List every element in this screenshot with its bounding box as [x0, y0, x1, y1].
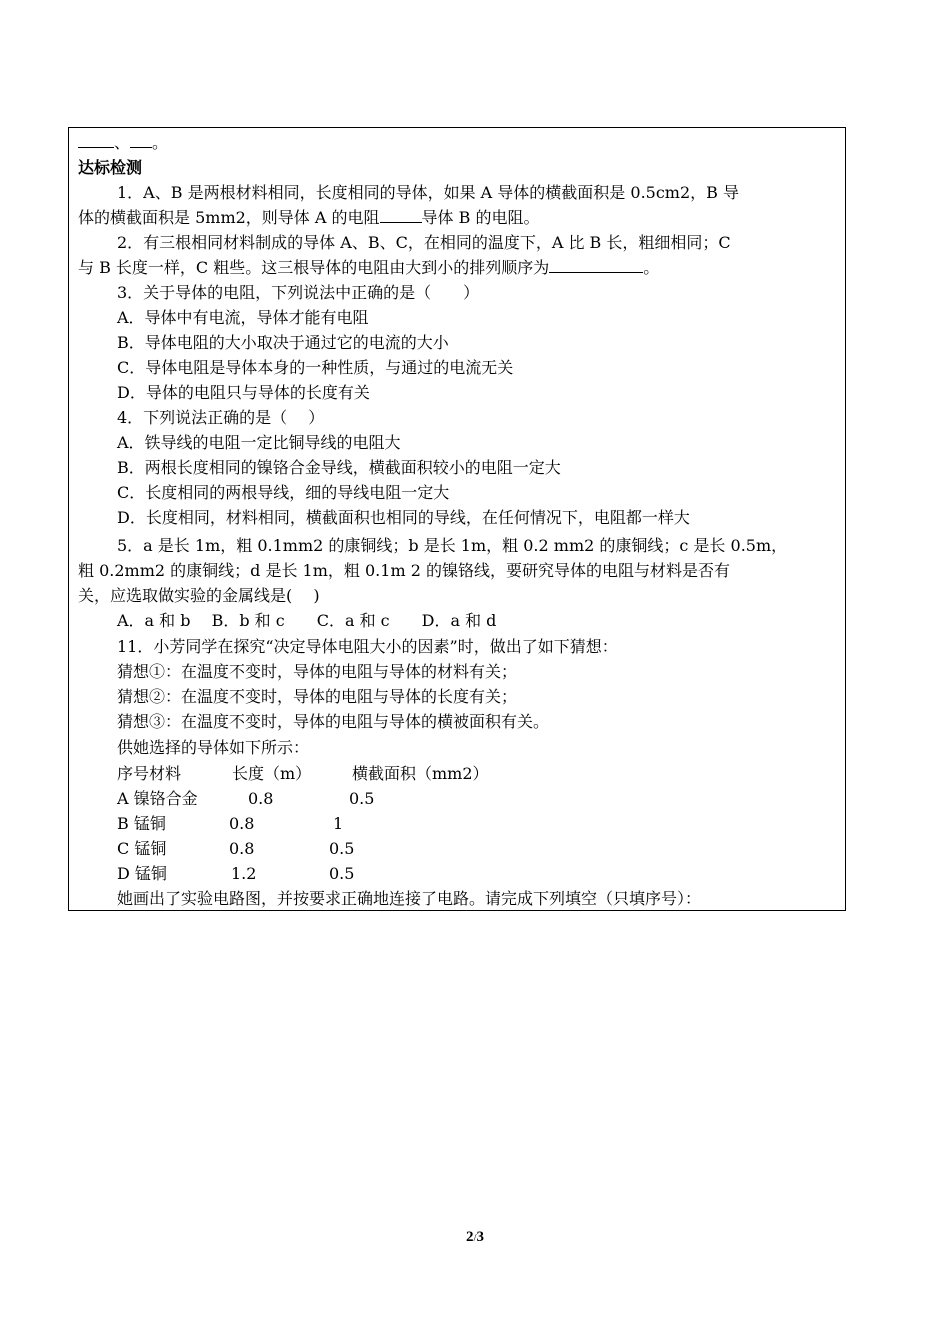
answer-blank[interactable] [549, 256, 643, 273]
page-separator: / [473, 1232, 477, 1244]
table-cell: D 锰铜 [117, 864, 167, 883]
q4-stem: 4．下列说法正确的是（ ） [117, 408, 325, 427]
table-cell: 0.8 [229, 814, 255, 833]
q1-line-1: 1．A、B 是两根材料相同，长度相同的导体，如果 A 导体的横截面积是 0.5cm2，B 导 [117, 183, 739, 202]
section-title: 达标检测 [78, 158, 143, 177]
q11-guess-2: 猜想②：在温度不变时，导体的电阻与导体的长度有关； [117, 687, 518, 706]
table-cell: C 锰铜 [117, 839, 167, 858]
table-cell: B 锰铜 [117, 814, 166, 833]
q2-text-end: 。 [643, 258, 660, 277]
q11-guess-3: 猜想③：在温度不变时，导体的电阻与导体的横被面积有关。 [117, 712, 550, 731]
q5-line-2: 粗 0.2mm2 的康铜线；d 是长 1m，粗 0.1m 2 的镍铬线，要研究导体的电阻与材料是否有 [78, 561, 730, 580]
q3-option-c: C．导体电阻是导体本身的一种性质，与通过的电流无关 [117, 358, 514, 377]
table-header-material: 序号材料 [117, 764, 182, 783]
q4-option-c: C．长度相同的两根导线，细的导线电阻一定大 [117, 483, 450, 502]
table-cell: 0.8 [229, 839, 255, 858]
q2-line-2 [78, 255, 842, 280]
period: 。 [152, 133, 169, 152]
q4-option-d: D．长度相同，材料相同，横截面积也相同的导线，在任何情况下，电阻都一样大 [117, 508, 690, 527]
table-cell: 1.2 [231, 864, 257, 883]
separator: 、 [114, 133, 131, 152]
q3-option-d: D．导体的电阻只与导体的长度有关 [117, 383, 370, 402]
q3-option-b: B．导体电阻的大小取决于通过它的电流的大小 [117, 333, 449, 352]
table-cell: 0.5 [329, 839, 355, 858]
q3-option-a: A．导体中有电流，导体才能有电阻 [117, 308, 369, 327]
continued-line [78, 130, 842, 155]
table-cell: 1 [333, 814, 344, 833]
q2-line-1: 2．有三根相同材料制成的导体 A、B、C，在相同的温度下，A 比 B 长，粗细相同；C [117, 233, 731, 252]
q5-line-3: 关，应选取做实验的金属线是( ) [78, 586, 320, 605]
q5-options: A．a 和 b B．b 和 c C．a 和 c D．a 和 d [117, 611, 497, 630]
table-cell: 0.5 [329, 864, 355, 883]
table-cell: 0.5 [349, 789, 375, 808]
q11-guess-1: 猜想①：在温度不变时，导体的电阻与导体的材料有关； [117, 662, 518, 681]
q11-closing: 她画出了实验电路图，并按要求正确地连接了电路。请完成下列填空（只填序号）： [117, 889, 702, 908]
answer-blank[interactable] [130, 131, 152, 148]
page-total: 3 [476, 1229, 485, 1245]
q3-stem: 3．关于导体的电阻，下列说法中正确的是（ ） [117, 283, 480, 302]
answer-blank[interactable] [78, 131, 114, 148]
table-header-length: 长度（m） [232, 764, 312, 783]
page-footer [0, 1229, 950, 1246]
table-cell: 0.8 [248, 789, 274, 808]
q5-line-1: 5．a 是长 1m，粗 0.1mm2 的康铜线；b 是长 1m，粗 0.2 mm2 的康铜线；c 是长 0.5m， [117, 536, 788, 555]
table-header-area: 横截面积（mm2） [352, 764, 489, 783]
q4-option-a: A．铁导线的电阻一定比铜导线的电阻大 [117, 433, 401, 452]
q1-text: 体的横截面积是 5mm2，则导体 A 的电阻 [78, 208, 380, 227]
page-number: 2 [465, 1229, 474, 1245]
q1-line-2 [78, 205, 842, 230]
q1-text-end: 导体 B 的电阻。 [421, 208, 540, 227]
table-cell: A 镍铬合金 [117, 789, 198, 808]
q11-stem: 11．小芳同学在探究“决定导体电阻大小的因素”时，做出了如下猜想： [117, 637, 618, 656]
q2-text: 与 B 长度一样，C 粗些。这三根导体的电阻由大到小的排列顺序为 [78, 258, 550, 277]
q4-option-b: B．两根长度相同的镍铬合金导线，横截面积较小的电阻一定大 [117, 458, 561, 477]
answer-blank[interactable] [380, 206, 422, 223]
q11-intro: 供她选择的导体如下所示： [117, 738, 310, 757]
